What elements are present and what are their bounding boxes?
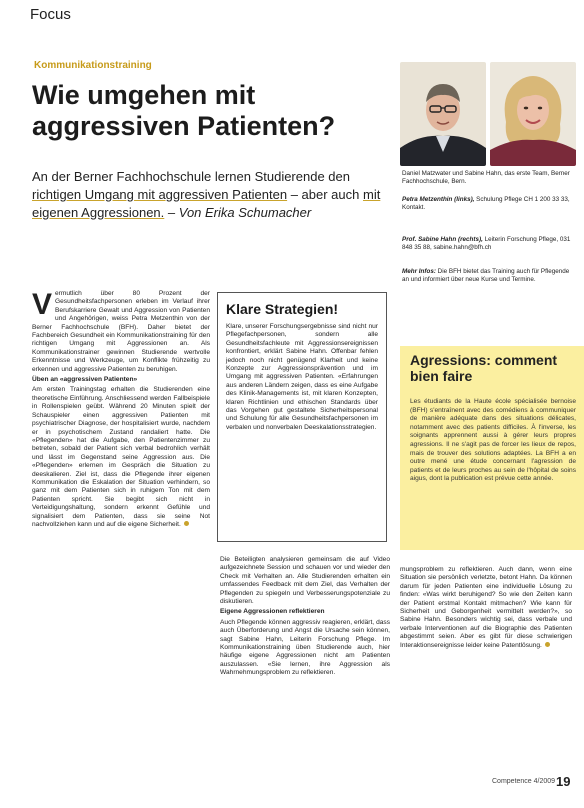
dropcap: V — [32, 290, 53, 321]
section-label: Focus — [30, 6, 71, 23]
french-summary-title: Agressions: comment bien faire — [410, 352, 558, 384]
info-box-text: Klare, unserer Forschungsergebnisse sind nicht nur Pflegefachpersonen, sondern alle Gesundheitsfachleute mit Aggressionsereignissen konfrontiert, erklärt Sabine Hahn. Offenbar fehlen jedoch noch nicht genügend Klarheit und keine Konzepte zur Aggressionsprävention und im Umgang mit aggressiven Patienten. «Erfahrungen aus anderen Ländern zeigen, dass es eine Aufgabe des Klinik-Managements ist, mit klaren Konzepten, klaren Richtlinien und ethischen Standards über das Vorgehen gut gestaltete Sicherheitspersonal und Schulung für alle Gesundheitsfachpersonen im verbalen und nonverbalen Deeskalationsstrategien. — [226, 323, 378, 431]
more-info-text: Die BFH bietet das Training auch für Pflegende an und informiert über neue Kurse und Termine. — [402, 268, 570, 284]
photo-caption: Daniel Matzwater und Sabine Hahn, das erste Team, Berner Fachhochschule, Bern. — [402, 170, 570, 186]
contact-hahn-details[interactable]: Leiterin Forschung Pflege, 031 848 35 88, sabine.hahn@bfh.ch — [402, 236, 571, 252]
lead-mid: – aber auch — [287, 187, 363, 202]
lead-paragraph — [32, 168, 392, 222]
photo-man — [400, 62, 486, 166]
col1-body: Am ersten Trainingstag erhalten die Studierenden eine theoretische Einführung. Anschliessend werden Fallbeispiele in Rollenspielen geübt. Während 20 Minuten spielt der Schauspieler einen aggressiven Patienten mit psychiatrischer Diagnose, der hospitalisiert wurde, nachdem er in psychotischem Zustand randaliert hatte. Die «Pflegenden» hat die Aufgabe, den Patientenzimmer zu betreten, sobald der Patient sich verbal bedrohlich verhält und lässt im Gegenstand seine Aggression aus. Die «Pflegenden» erlernen im Gespräch die Situation zu deeskalieren. Ziel ist, dass die Pflegende ihrer eigenen Kommunikation die Eskalation der Situation verhindern, so ganz mit dem Patienten sich in ruhigem Ton mit dem Patienten spricht. Sie begibt sich nicht in Verteidigungshaltung, sondern erkennt Gefühle und signalisiert dem Patienten, dass sie seine Not nachvollziehen kann und auf die eigene Sicherheit. — [32, 386, 210, 528]
contact-metzenthin — [402, 196, 572, 212]
kicker: Kommunikationstraining — [34, 60, 152, 71]
lead-text: An der Berner Fachhochschule lernen Studierende den — [32, 169, 350, 184]
article-column-1 — [32, 290, 210, 760]
lead-underline-2: mit eigenen Aggressionen. — [32, 187, 381, 220]
more-info — [402, 268, 572, 284]
article-column-3 — [400, 566, 572, 762]
contact-hahn — [402, 236, 572, 252]
end-mark-icon — [545, 642, 550, 647]
col3-text: mungsproblem zu reflektieren. Auch dann, wenn eine Situation sie persönlich verletzte, betont Hahn. Da können darum für jeden Patienten eine individuelle Lösung zu finden: «Was wirkt beruhigend? So wie den Zeiten kann der Patient erstmal Kontakt mitmachen? Wie kann für Sicherheit und Geborgenheit vermittelt werden?», so Sabine Hahn. Besonders wichtig sei, dass verbale und verbale Interventionen auf die Biographie des Patienten abgestimmt seien. Aber es gibt für diese schwierigen Interaktionsereignisse leider keine Patentlösung. — [400, 566, 572, 649]
contact-metzenthin-details: Schulung Pflege CH 1 200 33 33, Kontakt. — [402, 196, 570, 212]
page-number: 19 — [556, 774, 571, 789]
col1-intro: ermutlich über 80 Prozent der Gesundheitsfachpersonen erleben im Verlauf ihrer Berufskarriere Gewalt und Aggression von Patienten und Angehörigen, weiss Petra Metzenthin von der Berner Fachhochschule (BFH). Daher bietet der Fachbereich Gesundheit ein Kommunikationstraining für den richtigen Umgang mit Aggressionen an. Als Kommunikationstrainer gewinnen Studierende wertvolle Erkenntnisse und Werkzeuge, um Konflikte frühzeitig zu erkennen und aggressive Patienten zu beruhigen. — [32, 290, 210, 373]
col2-body: Die Beteiligten analysieren gemeinsam die auf Video aufgezeichnete Session und schauen vor und wieder den Check mit Verhalten an. Alle Studierenden erhalten ein umfassendes Feedback mit dem Ziel, das Verhalten der Pflegenden zu spiegeln und Verbesserungspotenziale zu diskutieren. — [220, 556, 390, 606]
french-summary-box — [400, 346, 584, 550]
subhead-1: Üben an «aggressiven Patienten» — [32, 376, 138, 384]
end-mark-icon — [184, 521, 189, 526]
author: Von Erika Schumacher — [178, 205, 312, 220]
lead-dash: – — [164, 205, 179, 220]
contact-metzenthin-name: Petra Metzenthin (links), — [402, 196, 475, 203]
info-box-strategies — [217, 292, 387, 542]
subhead-2: Eigene Aggressionen reflektieren — [220, 608, 325, 616]
photo-woman — [490, 62, 576, 166]
lead-underline-1: richtigen Umgang mit aggressiven Patienten — [32, 187, 288, 202]
page-title: Wie umgehen mit aggressiven Patienten? — [32, 80, 336, 141]
article-column-2 — [220, 556, 390, 762]
col2-text: Auch Pflegende können aggressiv reagieren, erklärt, dass auch Überforderung und Angst die Ursache sein können, sagt Sabine Hahn, Leiterin Forschung Pflege. Im Kommunikationstraining üben Studierende auch, hier häufige eigene Aggressionen nicht am Patienten auszulassen. «Sie lernen, ihre Aggression als Wahrnehmungsproblem zu reflektieren. — [220, 618, 390, 677]
more-info-label: Mehr Infos: — [402, 268, 436, 275]
french-summary-text: Les étudiants de la Haute école spécialisée bernoise (BFH) s'entraînent avec des comédiens à communiquer de manière adéquate dans des situations délicates, notamment avec des patients difficiles. À l'inverse, les soignants apprennent aussi à gérer leurs propres agressions. Il ne s'agit pas de forcer les lieux de repos, mais de trouver des solutions adaptées. La BFH a en outre mené une étude concernant l'agression de patients et de leurs proches au sein de l'hôpital de soins aigus, dont la publication est prévue cette année. — [410, 398, 576, 483]
contact-hahn-name: Prof. Sabine Hahn (rechts), — [402, 236, 483, 243]
info-box-title: Klare Strategien! — [226, 301, 339, 317]
magazine-issue: Competence 4/2009 — [492, 778, 556, 785]
